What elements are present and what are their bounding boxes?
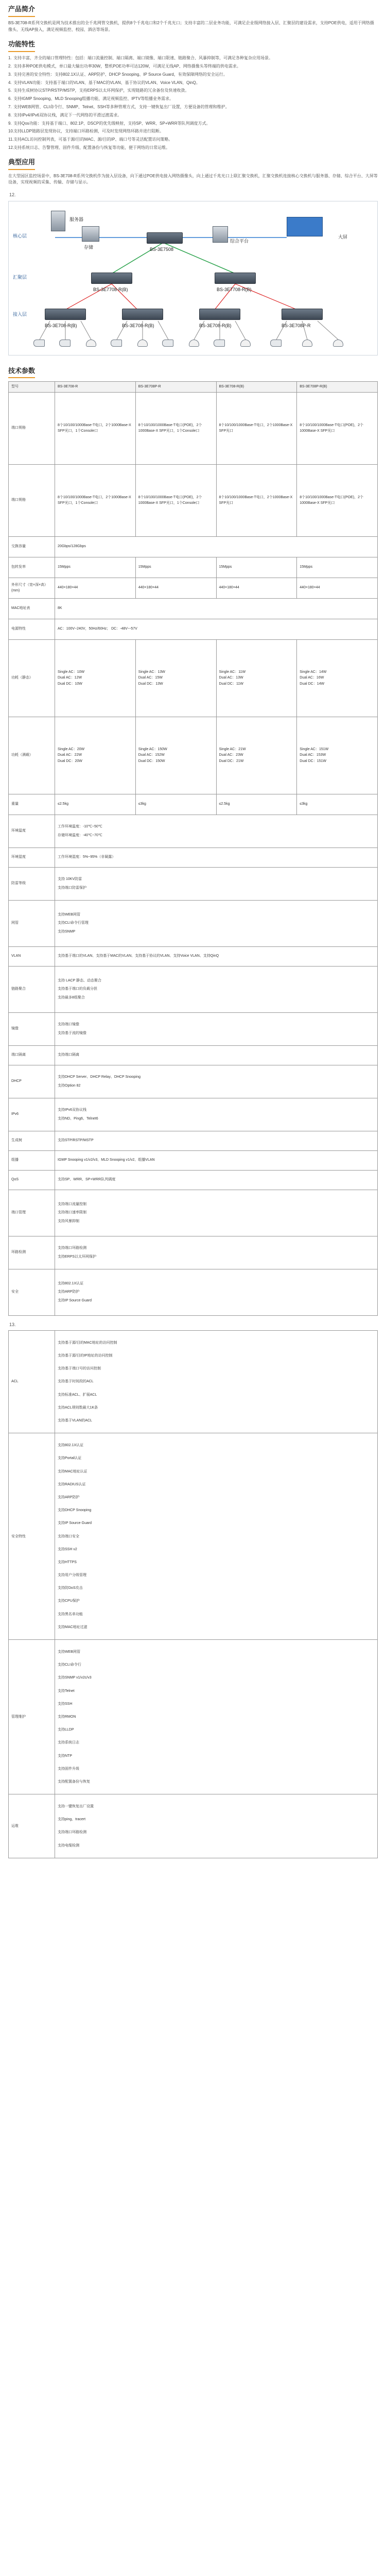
product-intro-paragraph: BS-3E708-R系列交换机是网为技术推出的全千兆网管交换机，提供8个千兆电口和2个千兆光口；支持丰富的二层业务功能，可满足企业级网络接入层、汇聚层的建设需求，支持POE供电，适用于网络摄像头、无线AP接入，满足视频监控、校园、酒店等场景。	[8, 20, 374, 32]
spec-row	[9, 848, 378, 867]
spec-line: 支持基于流的镜像	[58, 1031, 86, 1035]
access-switch-4-label: BS-3E708P-R	[282, 323, 311, 328]
spec-row	[9, 1150, 378, 1170]
spec-cell: Single AC：150W Dual AC：152W Dual DC：150W	[135, 717, 216, 794]
feature-number: 12.	[8, 145, 14, 150]
spec-row-header: 防雷等级	[9, 867, 55, 900]
bullet-camera-icon	[59, 340, 71, 347]
spec-row	[9, 598, 378, 619]
feature-item	[8, 80, 378, 87]
spec-line: 支持基于端口号的访问控制	[58, 1367, 101, 1371]
spec-row-header: IPv6	[9, 1098, 55, 1131]
spec-line: 支持基于VLAN的ACL	[58, 1419, 92, 1423]
spec-cell	[55, 848, 378, 867]
spec-row	[9, 966, 378, 1012]
spec-row	[9, 578, 378, 598]
spec-cell: 8个10/100/1000Base-T电口，2个1000Base-X SFP光口	[216, 392, 297, 464]
spec-line: 支持802.1X认证	[58, 1444, 84, 1448]
spec-line: 支持端口防雷保护	[58, 886, 86, 890]
spec-cell: ≤3kg	[135, 794, 216, 815]
feature-item	[8, 96, 378, 103]
feature-number: 9.	[8, 121, 12, 126]
spec-header-cell: BS-3E708-R	[55, 382, 136, 392]
spec-cell: 8个10/100/1000Base-T电口，2个1000Base-X SFP光口	[216, 464, 297, 536]
spec-row	[9, 1012, 378, 1045]
spec-row-header: 交换容量	[9, 536, 55, 557]
aggregation-layer-label: 汇聚层	[13, 274, 27, 280]
spec-cell: 8个10/100/1000Base-T电口(POE)，2个1000Base-X SFP光口	[297, 464, 378, 536]
screen-label: 大屏	[338, 234, 348, 240]
feature-item	[8, 112, 378, 119]
feature-text: 支持WEB网管、CLI命令行、SNMP、Telnet、SSH等多种管理方式，支持一键恢复出厂设置，方便设备的管理和维护。	[13, 104, 230, 109]
feature-text: 支持ACL访问控制列表，可基于源/目的MAC、源/目的IP、端口号等灵活配置访问策略。	[13, 137, 173, 142]
spec-row-header: 环路检测	[9, 1236, 55, 1269]
spec-line: 支持IP Source Guard	[58, 1521, 92, 1526]
feature-item	[8, 137, 378, 143]
spec-line: 支持SNMP	[58, 929, 76, 934]
spec-cell	[55, 1330, 378, 1433]
features-section	[8, 35, 378, 151]
spec-cell: 440×180×44	[55, 578, 136, 598]
spec-line: 支持风暴抑制	[58, 1219, 79, 1223]
spec-row-header: 环境湿度	[9, 848, 55, 867]
spec-row	[9, 946, 378, 966]
spec-line: 支持端口镜像	[58, 1023, 79, 1027]
spec-cell	[55, 815, 378, 848]
spec-row	[9, 536, 378, 557]
access-switch-1-icon	[45, 309, 86, 320]
spec-line: 支持WEB网管	[58, 913, 80, 917]
spec-cell	[55, 1269, 378, 1315]
spec-cell	[55, 1150, 378, 1170]
access-switch-1-label: BS-3E708-R(B)	[45, 323, 77, 328]
spec-row-header: 链路聚合	[9, 966, 55, 1012]
spec-line: 支持IP Source Guard	[58, 1298, 92, 1302]
spec-cell	[55, 900, 378, 946]
spec-line: 支持系统日志	[58, 1741, 79, 1745]
product-intro-title: 产品简介	[8, 4, 35, 17]
spec-header-cell: BS-3E708P-R	[135, 382, 216, 392]
spec-line: 支持ACL规则数最大1K条	[58, 1405, 98, 1410]
spec-header-cell: 型号	[9, 382, 55, 392]
feature-text: 支持IPv4/IPv6双协议栈，满足下一代网络的平滑过渡需求。	[13, 112, 122, 117]
bullet-camera-icon	[33, 340, 45, 347]
spec-row-header: 安全	[9, 1269, 55, 1315]
spec-line: 支持黑名单功能	[58, 1612, 83, 1616]
spec-row-header: VLAN	[9, 946, 55, 966]
spec-row-header: 重量	[9, 794, 55, 815]
feature-number: 2.	[8, 63, 12, 69]
spec-line: 支持基于源/目的MAC地址的访问控制	[58, 1341, 117, 1345]
spec-row-header: 外形尺寸（宽×深×高）(mm)	[9, 578, 55, 598]
spec-cell: 15Mpps	[297, 557, 378, 578]
specs-section	[8, 362, 378, 1316]
spec-row	[9, 464, 378, 536]
spec-row-header: 镜像	[9, 1012, 55, 1045]
access-switch-4-icon	[282, 309, 323, 320]
spec-cell	[55, 1640, 378, 1794]
feature-item	[8, 128, 378, 135]
specs-table-continued	[8, 1330, 378, 1858]
spec-line: 支持配置备份与恢复	[58, 1780, 90, 1784]
spec-line: 支持固件升级	[58, 1767, 79, 1771]
spec-line: 支持用户分级管理	[58, 1573, 86, 1578]
spec-line: 支持ERPS以太环网保护	[58, 1255, 97, 1259]
spec-row	[9, 1330, 378, 1433]
feature-number: 4.	[8, 80, 12, 85]
spec-cell: 440×180×44	[135, 578, 216, 598]
feature-item	[8, 72, 378, 78]
spec-row-header: MAC地址表	[9, 598, 55, 619]
spec-line: 支持基于时间段的ACL	[58, 1380, 94, 1384]
access-layer-label: 接入层	[13, 311, 27, 317]
spec-line: 支持Option 82	[58, 1083, 81, 1088]
spec-line: 支持基于源/目的IP地址的访问控制	[58, 1354, 113, 1358]
spec-line: 支持MAC地址过滤	[58, 1625, 87, 1629]
spec-line: 支持SSH v2	[58, 1547, 77, 1551]
spec-cell	[55, 1794, 378, 1858]
spec-cell: 8个10/100/1000Base-T电口，2个1000Base-X SFP光口，1个Console口	[55, 392, 136, 464]
feature-number: 10.	[8, 129, 14, 134]
agg-switch-b-icon	[215, 273, 256, 284]
spec-line: 支持防DoS攻击	[58, 1586, 83, 1590]
feature-number: 7.	[8, 104, 12, 109]
spec-line: 支持端口环路检测	[58, 1246, 86, 1250]
spec-row	[9, 1098, 378, 1131]
spec-line: 支持电缆检测	[58, 1843, 79, 1848]
spec-header-cell: BS-3E708-R(B)	[216, 382, 297, 392]
spec-cell: ≤3kg	[297, 794, 378, 815]
spec-cell	[55, 867, 378, 900]
spec-line: 支持最多8组聚合	[58, 995, 85, 999]
spec-cell	[55, 966, 378, 1012]
spec-cell: 8K	[55, 598, 378, 619]
spec-header-cell: BS-3E708P-R(B)	[297, 382, 378, 392]
spec-cell: Single AC：151W Dual AC：153W Dual DC：151W	[297, 717, 378, 794]
feature-item	[8, 88, 378, 94]
spec-row	[9, 1170, 378, 1190]
access-switch-2-label: BS-3E708-R(B)	[122, 323, 154, 328]
spec-cell: Single AC：20W Dual AC：22W Dual DC：20W	[55, 717, 136, 794]
spec-cell: 20Gbps/128Gbps	[55, 536, 378, 557]
spec-row	[9, 639, 378, 717]
spec-row	[9, 1236, 378, 1269]
spec-line: 支持LLDP	[58, 1728, 74, 1732]
section-number-12: 12.	[9, 192, 16, 198]
feature-text: 支持VLAN功能：支持基于端口的VLAN、基于MAC的VLAN、基于协议的VLAN、Voice VLAN、QinQ。	[13, 80, 200, 85]
spec-cell: Single AC：21W Dual AC：23W Dual DC：21W	[216, 717, 297, 794]
specs-title: 技术参数	[8, 366, 35, 379]
spec-line: 支持DHCP Snooping	[58, 1509, 92, 1513]
spec-row-header: 安全特性	[9, 1433, 55, 1640]
spec-line: IGMP Snooping v1/v2/v3、MLD Snooping v1/v2、组播VLAN	[58, 1158, 155, 1162]
spec-line: 支持标准ACL、扩展ACL	[58, 1393, 97, 1397]
access-switch-3-icon	[199, 309, 240, 320]
spec-line: 支持Telnet	[58, 1689, 75, 1693]
spec-line: 支持一键恢复出厂设置	[58, 1805, 94, 1809]
section-number-13: 13.	[9, 1321, 16, 1327]
spec-row	[9, 619, 378, 639]
platform-icon	[213, 226, 228, 243]
spec-row-header: 端口隔离	[9, 1045, 55, 1065]
spec-line: 支持Portal认证	[58, 1456, 82, 1461]
access-switch-2-icon	[122, 309, 163, 320]
network-topology-diagram	[8, 201, 378, 355]
spec-line: 支持DHCP Server、DHCP Relay、DHCP Snooping	[58, 1075, 141, 1079]
spec-line: 支持RMON	[58, 1715, 76, 1719]
core-layer-label: 核心层	[13, 233, 27, 239]
spec-cell	[55, 1190, 378, 1236]
spec-row-header: 功耗（静态）	[9, 639, 55, 717]
spec-row-header: 电源特性	[9, 619, 55, 639]
spec-cell: 440×180×44	[297, 578, 378, 598]
spec-cell: 15Mpps	[216, 557, 297, 578]
feature-item	[8, 55, 378, 62]
spec-line: 支持STP/RSTP/MSTP	[58, 1139, 94, 1143]
spec-line: 支持ping、tracert	[58, 1818, 86, 1822]
spec-row	[9, 1269, 378, 1315]
feature-number: 1.	[8, 56, 12, 61]
feature-item	[8, 63, 378, 70]
feature-text: 支持多种POE供电模式，单口最大输出功率30W，整机POE功率可达120W，可满足无线AP、网络摄像头等终端的供电需求。	[13, 63, 241, 69]
spec-row-header: 环境温度	[9, 815, 55, 848]
spec-cell: Single AC：13W Dual AC：15W Dual DC：13W	[135, 639, 216, 717]
spec-row-header: QoS	[9, 1170, 55, 1190]
application-title: 典型应用	[8, 157, 35, 170]
feature-item	[8, 121, 378, 127]
spec-cell: 8个10/100/1000Base-T电口(POE)，2个1000Base-X SFP光口	[297, 392, 378, 464]
feature-text: 支持Qos功能：支持基于端口、802.1P、DSCP的优先级映射，支持SP、WRR、SP+WRR等队列调度方式。	[13, 121, 210, 126]
spec-line: 支持端口隔离	[58, 1053, 79, 1057]
feature-number: 6.	[8, 96, 12, 101]
spec-row-header: 功耗（满载）	[9, 717, 55, 794]
spec-row	[9, 1065, 378, 1098]
feature-text: 支持系统日志、告警管理、固件升级、配置备份与恢复等功能，便于网络的日常运维。	[13, 145, 170, 150]
spec-row-header: 生成树	[9, 1131, 55, 1150]
features-title: 功能特性	[8, 39, 35, 52]
feature-text: 支持丰富，齐全的端口管理特性：包括：端口流量控制、端口隔离、端口镜像、端口限速、链路聚合、风暴抑制等，可满足各种复杂应用场景。	[13, 56, 273, 61]
spec-cell	[55, 1433, 378, 1640]
spec-row	[9, 1433, 378, 1640]
screen-wall-icon	[287, 217, 323, 236]
spec-line: 支持HTTPS	[58, 1560, 77, 1564]
spec-cell: 8个10/100/1000Base-T电口(POE)，2个1000Base-X SFP光口，1个Console口	[135, 464, 216, 536]
agg-switch-b-label: BS-3E7708-R(B)	[217, 286, 252, 292]
feature-number: 3.	[8, 72, 12, 77]
spec-line: 支持端口安全	[58, 1534, 79, 1538]
spec-line: 支持 10KV防雷	[58, 877, 82, 882]
server-icon	[51, 211, 65, 231]
spec-line: 支持NTP	[58, 1754, 72, 1758]
spec-line: 支持SP、WRR、SP+WRR队列调度	[58, 1178, 116, 1182]
spec-row	[9, 392, 378, 464]
bullet-camera-icon	[111, 340, 122, 347]
spec-cell	[55, 1098, 378, 1131]
bullet-camera-icon	[162, 340, 173, 347]
spec-row-header: 端口管理	[9, 1190, 55, 1236]
spec-line: 支持ARP防护	[58, 1290, 80, 1294]
spec-row	[9, 1045, 378, 1065]
spec-line: 支持ARP防护	[58, 1495, 80, 1499]
spec-row-header: 端口规格	[9, 464, 55, 536]
spec-row	[9, 557, 378, 578]
spec-line: 支持基于端口的负载分担	[58, 987, 97, 991]
spec-row-header: 包转发率	[9, 557, 55, 578]
spec-line: 支持MAC地址认证	[58, 1469, 87, 1473]
spec-cell: ≤2.5kg	[55, 794, 136, 815]
platform-label: 综合平台	[230, 238, 249, 244]
feature-text: 支持完善的安全特性：支持802.1X认证、ARP防护、DHCP Snooping、IP Source Guard，有效保障网络的安全运行。	[13, 72, 227, 77]
spec-row	[9, 717, 378, 794]
spec-line: 支持端口流量控制	[58, 1202, 86, 1207]
spec-line: 存储环境温度：-40℃~70℃	[58, 833, 102, 837]
spec-line: 支持端口环路检测	[58, 1831, 86, 1835]
access-switch-3-label: BS-3E708-R(B)	[199, 323, 232, 328]
spec-line: 支持802.1X认证	[58, 1282, 84, 1286]
spec-cell	[55, 1045, 378, 1065]
spec-cell	[55, 1170, 378, 1190]
spec-cell: 8个10/100/1000Base-T电口，2个1000Base-X SFP光口，1个Console口	[55, 464, 136, 536]
spec-cell: 8个10/100/1000Base-T电口(POE)，2个1000Base-X SFP光口，1个Console口	[135, 392, 216, 464]
feature-number: 5.	[8, 88, 12, 93]
bullet-camera-icon	[214, 340, 225, 347]
spec-row-header: ACL	[9, 1330, 55, 1433]
feature-item	[8, 104, 378, 111]
spec-row-header: 管理维护	[9, 1640, 55, 1794]
spec-row	[9, 867, 378, 900]
bullet-camera-icon	[270, 340, 282, 347]
spec-cell	[55, 1012, 378, 1045]
spec-row	[9, 1131, 378, 1150]
spec-row	[9, 815, 378, 848]
spec-row-header: 端口规格	[9, 392, 55, 464]
spec-line: 支持SNMP v1/v2c/v3	[58, 1676, 92, 1680]
spec-cell: AC：100V~240V，50Hz/60Hz； DC：-48V~-57V	[55, 619, 378, 639]
spec-cell: 15Mpps	[135, 557, 216, 578]
spec-line: 支持 LACP 静态、动态聚合	[58, 979, 102, 983]
feature-text: 支持LLDP链路层发现协议，支持端口环路检测，可及时发现网络环路并进行阻断。	[13, 129, 164, 134]
spec-cell	[55, 1131, 378, 1150]
spec-cell: Single AC：14W Dual AC：16W Dual DC：14W	[297, 639, 378, 717]
agg-switch-a-label: BS-3E7708-R(B)	[93, 286, 128, 292]
spec-line: 支持端口速率限制	[58, 1211, 86, 1215]
spec-cell	[55, 1065, 378, 1098]
spec-row-header: 组播	[9, 1150, 55, 1170]
spec-header-row	[9, 382, 378, 392]
spec-cell: Single AC：10W Dual AC：12W Dual DC：10W	[55, 639, 136, 717]
storage-icon	[82, 226, 99, 242]
spec-row	[9, 900, 378, 946]
spec-cell	[55, 946, 378, 966]
spec-row	[9, 1794, 378, 1858]
feature-text: 支持生成树协议STP/RSTP/MSTP，支持ERPS以太环网保护，实现链路的冗余备份及快速收敛。	[13, 88, 189, 93]
spec-row-header: 网管	[9, 900, 55, 946]
specs-table	[8, 381, 378, 1315]
spec-row-header: 运维	[9, 1794, 55, 1858]
core-switch-icon	[147, 232, 183, 244]
spec-line: 工作环境湿度：5%~95%（非凝露）	[58, 855, 116, 859]
spec-line: 支持CLI命令行	[58, 1663, 81, 1667]
feature-text: 支持IGMP Snooping、MLD Snooping组播功能，满足视频监控、IPTV等组播业务需求。	[13, 96, 174, 101]
spec-line: 支持CLI命令行管理	[58, 921, 89, 925]
spec-cell: 15Mpps	[55, 557, 136, 578]
spec-line: 支持CPU保护	[58, 1599, 80, 1603]
spec-cell: Single AC：11W Dual AC：13W Dual DC：11W	[216, 639, 297, 717]
spec-cell	[55, 1236, 378, 1269]
spec-line: 工作环境温度：-10℃~50℃	[58, 825, 102, 829]
agg-switch-a-icon	[91, 273, 132, 284]
spec-row-header: DHCP	[9, 1065, 55, 1098]
application-paragraph: 在大型园区监控场景中，BS-3E708-R系列交换机作为接入层设备，向下通过POE供电接入网络摄像头，向上通过千兆光口上联汇聚交换机，汇聚交换机连接核心交换机与服务器、存储、综合平台、大屏等设备，实现视频的采集、传输、存储与显示。	[8, 173, 378, 185]
core-switch-label: BS-3E7508	[150, 246, 174, 252]
server-label: 服务器	[69, 216, 84, 222]
spec-line: 支持基于端口的VLAN、支持基于MAC的VLAN、支持基于协议的VLAN、支持Voice VLAN、支持QinQ	[58, 954, 219, 958]
feature-number: 8.	[8, 112, 12, 117]
spec-line: 支持WEB网管	[58, 1650, 80, 1654]
spec-row	[9, 794, 378, 815]
product-intro-section	[8, 0, 378, 33]
spec-row	[9, 1640, 378, 1794]
spec-line: 支持RADIUS认证	[58, 1482, 86, 1486]
spec-line: 支持ND、Ping6、Telnet6	[58, 1116, 98, 1121]
spec-line: 支持SSH	[58, 1702, 73, 1706]
features-list	[8, 55, 378, 151]
application-section	[8, 153, 378, 186]
spec-cell: ≤2.5kg	[216, 794, 297, 815]
feature-number: 11.	[8, 137, 14, 142]
spec-cell: 440×180×44	[216, 578, 297, 598]
spec-line: 支持IPv6双协议栈	[58, 1108, 87, 1112]
storage-label: 存储	[84, 244, 94, 250]
feature-item	[8, 145, 378, 151]
spec-row	[9, 1190, 378, 1236]
